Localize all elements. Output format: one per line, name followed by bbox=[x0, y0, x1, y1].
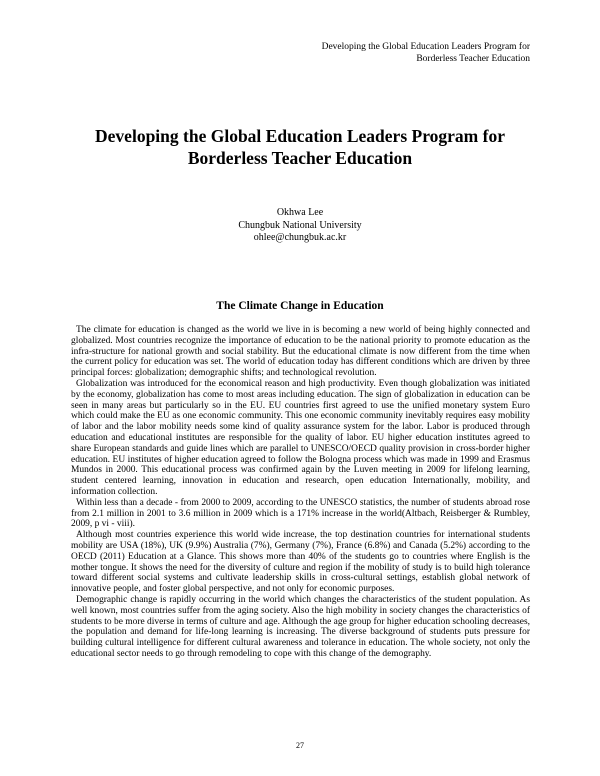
author-email: ohlee@chungbuk.ac.kr bbox=[253, 232, 347, 243]
author-block bbox=[60, 207, 540, 245]
running-header-line-2: Borderless Teacher Education bbox=[416, 54, 530, 64]
paragraph: Demographic change is rapidly occurring in the world which changes the characteristics of the student population. As well known, most countries suffer from the aging society. Also the high mobility in society changes the characteristics of students to be more diverse in terms of culture and age. Although the age group for higher education schooling decreases, the population and demand for life-long learning is increasing. The diverse background of students puts pressure for building cultural intelligence for different cultural awareness and tolerance in education. The whole society, not only the educational sector needs to go through remodeling to cope with this change of the demography. bbox=[71, 594, 530, 659]
author-affiliation: Chungbuk National University bbox=[238, 219, 362, 231]
section-body bbox=[71, 325, 530, 660]
paper-title-line-1: Developing the Global Education Leaders Program for bbox=[95, 126, 505, 146]
paper-title bbox=[60, 125, 540, 169]
section-heading: The Climate Change in Education bbox=[216, 300, 384, 312]
paragraph: Globalization was introduced for the economical reason and high productivity. Even though globalization was initiated by the economy, globalization has come to most areas including education. The sign of globalization in education can be seen in many areas but particularly so in the EU. EU countries first agreed to use the unified monetary system Euro which could make the EU as one economic community. This one economic community inevitably requires easy mobility of labor and the labor mobility needs some kind of quality assurance system for the labor. Labor is produced through education and educational institutes are responsible for the quality of labor. EU higher education institutes agreed to share European standards and guide lines which are parallel to UNESCO/OECD quality provision in cross-border higher education. EU institutes of higher education agreed to follow the Bologna process which was made in 1999 and Erasmus Mundos in 2000. This educational process was confirmed again by the Luven meeting in 2009 for lifelong learning, student centered learning, innovation in education and research, open education Internationally, mobility, and information collection. bbox=[71, 378, 530, 497]
running-header-line-1: Developing the Global Education Leaders Program for bbox=[321, 42, 530, 52]
paragraph: Although most countries experience this world wide increase, the top destination countries for international students mobility are USA (18%), UK (9.9%) Australia (7%), Germany (7%), France (6.8%) and Canada (5.2%) according to the OECD (2011) Education at a Glance. This shows more than 40% of the students go to countries where English is the mother tongue. It shows the need for the diversity of culture and region if the mobility of study is to build high tolerance toward different social systems and cultivate leadership skills in cross-cultural settings, establish global network of innovative people, and foster global perspective, and not only for economic purposes. bbox=[71, 530, 530, 595]
paragraph: Within less than a decade - from 2000 to 2009, according to the UNESCO statistics, the number of students abroad rose from 2.1 million in 2001 to 3.6 million in 2009 which is a 171% increase in the world(Altbach, Reisberger & Rumbley, 2009, p vi - viii). bbox=[71, 497, 530, 530]
paragraph: The climate for education is changed as the world we live in is becoming a new world of being highly connected and globalized. Most countries recognize the importance of education to be the national priority to promote education as the infra-structure for national growth and social stability. But the educational climate is now different from the time when the current policy for education was set. The world of education today has different conditions which are driven by three principal forces: globalization; demographic shifts; and technological revolution. bbox=[71, 325, 530, 379]
paper-title-line-2: Borderless Teacher Education bbox=[187, 148, 413, 168]
running-header bbox=[322, 41, 530, 65]
page-number: 27 bbox=[296, 741, 304, 750]
author-name: Okhwa Lee bbox=[276, 207, 324, 218]
